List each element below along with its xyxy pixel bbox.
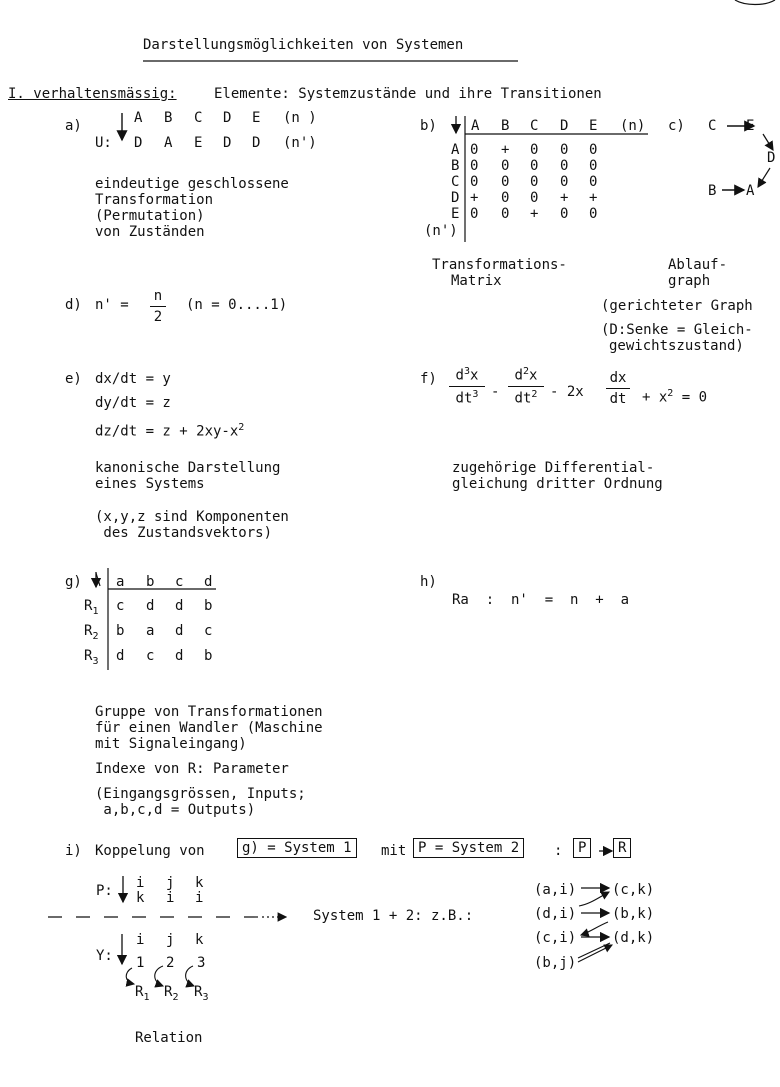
a-desc-4: von Zuständen xyxy=(95,224,205,240)
y-r-sub: 1 xyxy=(143,991,150,1003)
pair-left-2: (d,i) xyxy=(534,906,577,922)
f-tail-exp: 2 xyxy=(667,388,674,399)
section-text: Elemente: Systemzustände und ihre Transitionen xyxy=(214,86,602,102)
y-curve-2 xyxy=(155,966,163,986)
g-header-b: b xyxy=(146,574,155,590)
p-row1-k: k xyxy=(195,875,204,891)
y-label: Y: xyxy=(96,948,113,964)
a-u-label: U: xyxy=(95,135,112,151)
pair-right-2: (b,k) xyxy=(612,906,655,922)
g-note-2: a,b,c,d = Outputs) xyxy=(95,802,256,818)
p-label: P: xyxy=(96,883,113,899)
a-row2-5: (n') xyxy=(283,135,317,151)
g-desc-2: für einen Wandler (Maschine xyxy=(95,720,323,736)
e-note-1: (x,y,z sind Komponenten xyxy=(95,509,289,525)
b-label: b) xyxy=(420,118,437,134)
a-row1-5: (n ) xyxy=(283,110,317,126)
b-footer: (n') xyxy=(424,223,458,239)
g-cell: c xyxy=(146,648,155,664)
y-row1-k: k xyxy=(195,932,204,948)
e-label: e) xyxy=(65,371,82,387)
f-tail xyxy=(642,386,707,406)
b-cell: + xyxy=(501,142,510,158)
a-desc-2: Transformation xyxy=(95,192,214,208)
f-t2-dt: dt xyxy=(514,390,532,407)
c-node-c: C xyxy=(708,118,717,134)
f-term2-num xyxy=(508,366,544,384)
g-cell: d xyxy=(175,598,184,614)
b-cell: 0 xyxy=(470,142,479,158)
section-label: I. verhaltensmässig: xyxy=(8,86,177,102)
f-term2-bar xyxy=(508,386,544,387)
p-row1-i: i xyxy=(136,875,145,891)
g-r-sub: 2 xyxy=(92,630,99,642)
g-row-label-1 xyxy=(84,598,98,620)
f-t1-d: d xyxy=(455,367,464,384)
a-row1-3: D xyxy=(223,110,232,126)
b-cell: 0 xyxy=(470,206,479,222)
f-term3-den: dt xyxy=(609,391,627,407)
g-cell: b xyxy=(204,648,213,664)
f-term1 xyxy=(449,366,485,406)
corner-arc xyxy=(735,0,775,5)
b-cell: 0 xyxy=(530,158,539,174)
c-note-1: (gerichteter Graph xyxy=(601,298,753,314)
b-cell: 0 xyxy=(470,174,479,190)
y-curve-1 xyxy=(126,968,134,984)
c-label: c) xyxy=(668,118,685,134)
b-cell: 0 xyxy=(589,158,598,174)
g-cell: d xyxy=(116,648,125,664)
f-desc-2: gleichung dritter Ordnung xyxy=(452,476,663,492)
y-row1-j: j xyxy=(166,932,175,948)
g-cell: c xyxy=(116,598,125,614)
f-term3-num: dx xyxy=(609,370,627,386)
b-caption-1: Transformations- xyxy=(432,257,567,273)
g-cell: c xyxy=(204,623,213,639)
b-cell: 0 xyxy=(470,158,479,174)
e-eq3-text: dz/dt = z + 2xy-x xyxy=(95,423,239,440)
y-curve-3 xyxy=(186,966,194,986)
box-r: R xyxy=(613,838,631,858)
y-row1-i: i xyxy=(136,932,145,948)
a-desc-1: eindeutige geschlossene xyxy=(95,176,289,192)
f-term3 xyxy=(606,370,630,407)
d-label: d) xyxy=(65,297,82,313)
e-desc-1: kanonische Darstellung xyxy=(95,460,281,476)
f-term1-num xyxy=(449,366,485,384)
y-row2-1: 1 xyxy=(136,955,145,971)
b-cell: 0 xyxy=(560,142,569,158)
e-eq2: dy/dt = z xyxy=(95,395,171,411)
y-r: R xyxy=(194,984,203,1000)
box-p: P xyxy=(573,838,591,858)
e-note-2: des Zustandsvektors) xyxy=(95,525,273,541)
f-t1-exp: 3 xyxy=(463,366,471,377)
b-cell: 0 xyxy=(501,206,510,222)
d-fraction-bar xyxy=(150,306,166,307)
a-row1-1: B xyxy=(164,110,173,126)
p-row1-j: j xyxy=(166,875,175,891)
b-cell: + xyxy=(560,190,569,206)
a-row2-0: D xyxy=(134,135,143,151)
b-cell: 0 xyxy=(530,174,539,190)
a-row2-4: D xyxy=(252,135,261,151)
g-cell: b xyxy=(204,598,213,614)
d-denominator: 2 xyxy=(153,309,163,325)
g-r: R xyxy=(84,648,93,664)
f-t2-den-exp: 2 xyxy=(531,388,538,400)
d-fraction xyxy=(150,288,166,325)
b-cell: + xyxy=(470,190,479,206)
y-r-sub: 3 xyxy=(202,991,209,1003)
f-desc-1: zugehörige Differential- xyxy=(452,460,655,476)
e-eq3-exponent: 2 xyxy=(238,422,245,433)
a-row2-3: D xyxy=(223,135,232,151)
y-r3 xyxy=(194,984,208,1006)
g-note-1: (Eingangsgrössen, Inputs; xyxy=(95,786,306,802)
b-header-5: (n) xyxy=(620,118,646,134)
a-row2-1: A xyxy=(164,135,173,151)
g-index: Indexe von R: Parameter xyxy=(95,761,289,777)
b-cell: 0 xyxy=(501,190,510,206)
b-row-label-a: A xyxy=(451,142,460,158)
pair-left-1: (a,i) xyxy=(534,882,577,898)
g-header-a: a xyxy=(116,574,125,590)
y-r: R xyxy=(135,984,144,1000)
page-title: Darstellungsmöglichkeiten von Systemen xyxy=(143,37,464,53)
b-cell: 0 xyxy=(560,206,569,222)
g-cell: a xyxy=(146,623,155,639)
g-desc-3: mit Signaleingang) xyxy=(95,736,247,752)
b-header-0: A xyxy=(471,118,480,134)
c-note-3: gewichtszustand) xyxy=(609,338,744,354)
system-combo-text: System 1 + 2: z.B.: xyxy=(313,908,474,924)
pair-arrow-6 xyxy=(578,945,612,962)
g-r-sub: 1 xyxy=(92,605,99,617)
b-header-4: E xyxy=(589,118,598,134)
i-mit: mit xyxy=(381,843,407,859)
g-cell: b xyxy=(116,623,125,639)
a-row1-4: E xyxy=(252,110,261,126)
f-minus1: - xyxy=(491,384,500,400)
b-row-label-b: B xyxy=(451,158,460,174)
b-cell: 0 xyxy=(589,206,598,222)
f-t1-dt: dt xyxy=(455,390,473,407)
f-t2-exp: 2 xyxy=(522,366,530,377)
f-term3-bar xyxy=(606,388,630,389)
pair-left-4: (b,j) xyxy=(534,955,577,971)
f-term2-den xyxy=(508,389,544,407)
y-r: R xyxy=(164,984,173,1000)
b-cell: 0 xyxy=(501,158,510,174)
f-t2-var: x xyxy=(529,367,538,384)
a-label: a) xyxy=(65,118,82,134)
b-cell: 0 xyxy=(560,158,569,174)
pair-right-3: (d,k) xyxy=(612,930,655,946)
h-label: h) xyxy=(420,574,437,590)
f-minus2: - 2x xyxy=(550,384,584,400)
f-t1-var: x xyxy=(470,367,479,384)
c-node-b: B xyxy=(708,183,717,199)
g-desc-1: Gruppe von Transformationen xyxy=(95,704,323,720)
b-header-3: D xyxy=(560,118,569,134)
g-label: g) xyxy=(65,574,82,590)
a-row2-2: E xyxy=(194,135,203,151)
e-eq1: dx/dt = y xyxy=(95,371,171,387)
d-lhs: n' = xyxy=(95,297,129,313)
b-cell: 0 xyxy=(589,142,598,158)
g-cell: d xyxy=(146,598,155,614)
f-term1-bar xyxy=(449,386,485,387)
c-caption-2: graph xyxy=(668,273,711,289)
p-row2-i2: i xyxy=(195,890,204,906)
f-tail-end: = 0 xyxy=(681,389,708,406)
e-eq3 xyxy=(95,420,244,440)
i-text: Koppelung von xyxy=(95,843,205,859)
b-row-label-c: C xyxy=(451,174,460,190)
f-tail-x: + x xyxy=(642,389,668,406)
p-row2-i: i xyxy=(166,890,175,906)
b-cell: + xyxy=(530,206,539,222)
b-cell: 0 xyxy=(589,174,598,190)
c-node-e: E xyxy=(746,118,755,134)
y-r1 xyxy=(135,984,149,1006)
a-desc-3: (Permutation) xyxy=(95,208,205,224)
c-arrow-d-a xyxy=(758,168,770,187)
c-arrow-e-d xyxy=(763,134,773,150)
relation-label: Relation xyxy=(135,1030,203,1046)
g-row-label-2 xyxy=(84,623,98,645)
c-note-2: (D:Senke = Gleich- xyxy=(601,322,753,338)
g-cell: d xyxy=(175,648,184,664)
f-term1-den xyxy=(449,389,485,407)
e-desc-2: eines Systems xyxy=(95,476,205,492)
d-rhs: (n = 0....1) xyxy=(186,297,288,313)
g-row-label-3 xyxy=(84,648,98,670)
b-row-label-d: D xyxy=(451,190,460,206)
pair-arrow-4 xyxy=(581,922,608,935)
g-r: R xyxy=(84,623,93,639)
y-r2 xyxy=(164,984,178,1006)
g-r-sub: 3 xyxy=(92,655,99,667)
f-t1-den-exp: 3 xyxy=(472,388,479,400)
i-label: i) xyxy=(65,843,82,859)
g-cell: d xyxy=(175,623,184,639)
g-header-d: d xyxy=(204,574,213,590)
g-header-c: c xyxy=(175,574,184,590)
c-node-d: D xyxy=(767,150,776,166)
y-row2-3: 3 xyxy=(197,955,206,971)
i-colon: : xyxy=(554,843,563,859)
f-label: f) xyxy=(420,371,437,387)
b-row-label-e: E xyxy=(451,206,460,222)
h-formula: Ra : n' = n + a xyxy=(452,592,630,608)
pair-right-1: (c,k) xyxy=(612,882,655,898)
b-cell: 0 xyxy=(501,174,510,190)
g-r: R xyxy=(84,598,93,614)
pair-left-3: (c,i) xyxy=(534,930,577,946)
a-row1-0: A xyxy=(134,110,143,126)
b-caption-2: Matrix xyxy=(451,273,502,289)
pair-arrow-2 xyxy=(579,892,609,906)
y-row2-2: 2 xyxy=(166,955,175,971)
f-term2 xyxy=(508,366,544,406)
b-cell: + xyxy=(589,190,598,206)
b-header-1: B xyxy=(501,118,510,134)
pair-arrow-6b xyxy=(578,943,610,958)
b-cell: 0 xyxy=(560,174,569,190)
box-system2: P = System 2 xyxy=(413,838,524,858)
b-header-2: C xyxy=(530,118,539,134)
d-numerator: n xyxy=(153,288,163,304)
b-cell: 0 xyxy=(530,190,539,206)
y-r-sub: 2 xyxy=(172,991,179,1003)
c-caption-1: Ablauf- xyxy=(668,257,728,273)
b-cell: 0 xyxy=(530,142,539,158)
a-row1-2: C xyxy=(194,110,203,126)
f-t2-d: d xyxy=(514,367,523,384)
c-node-a: A xyxy=(746,183,755,199)
p-row2-k: k xyxy=(136,890,145,906)
box-system1: g) = System 1 xyxy=(237,838,357,858)
